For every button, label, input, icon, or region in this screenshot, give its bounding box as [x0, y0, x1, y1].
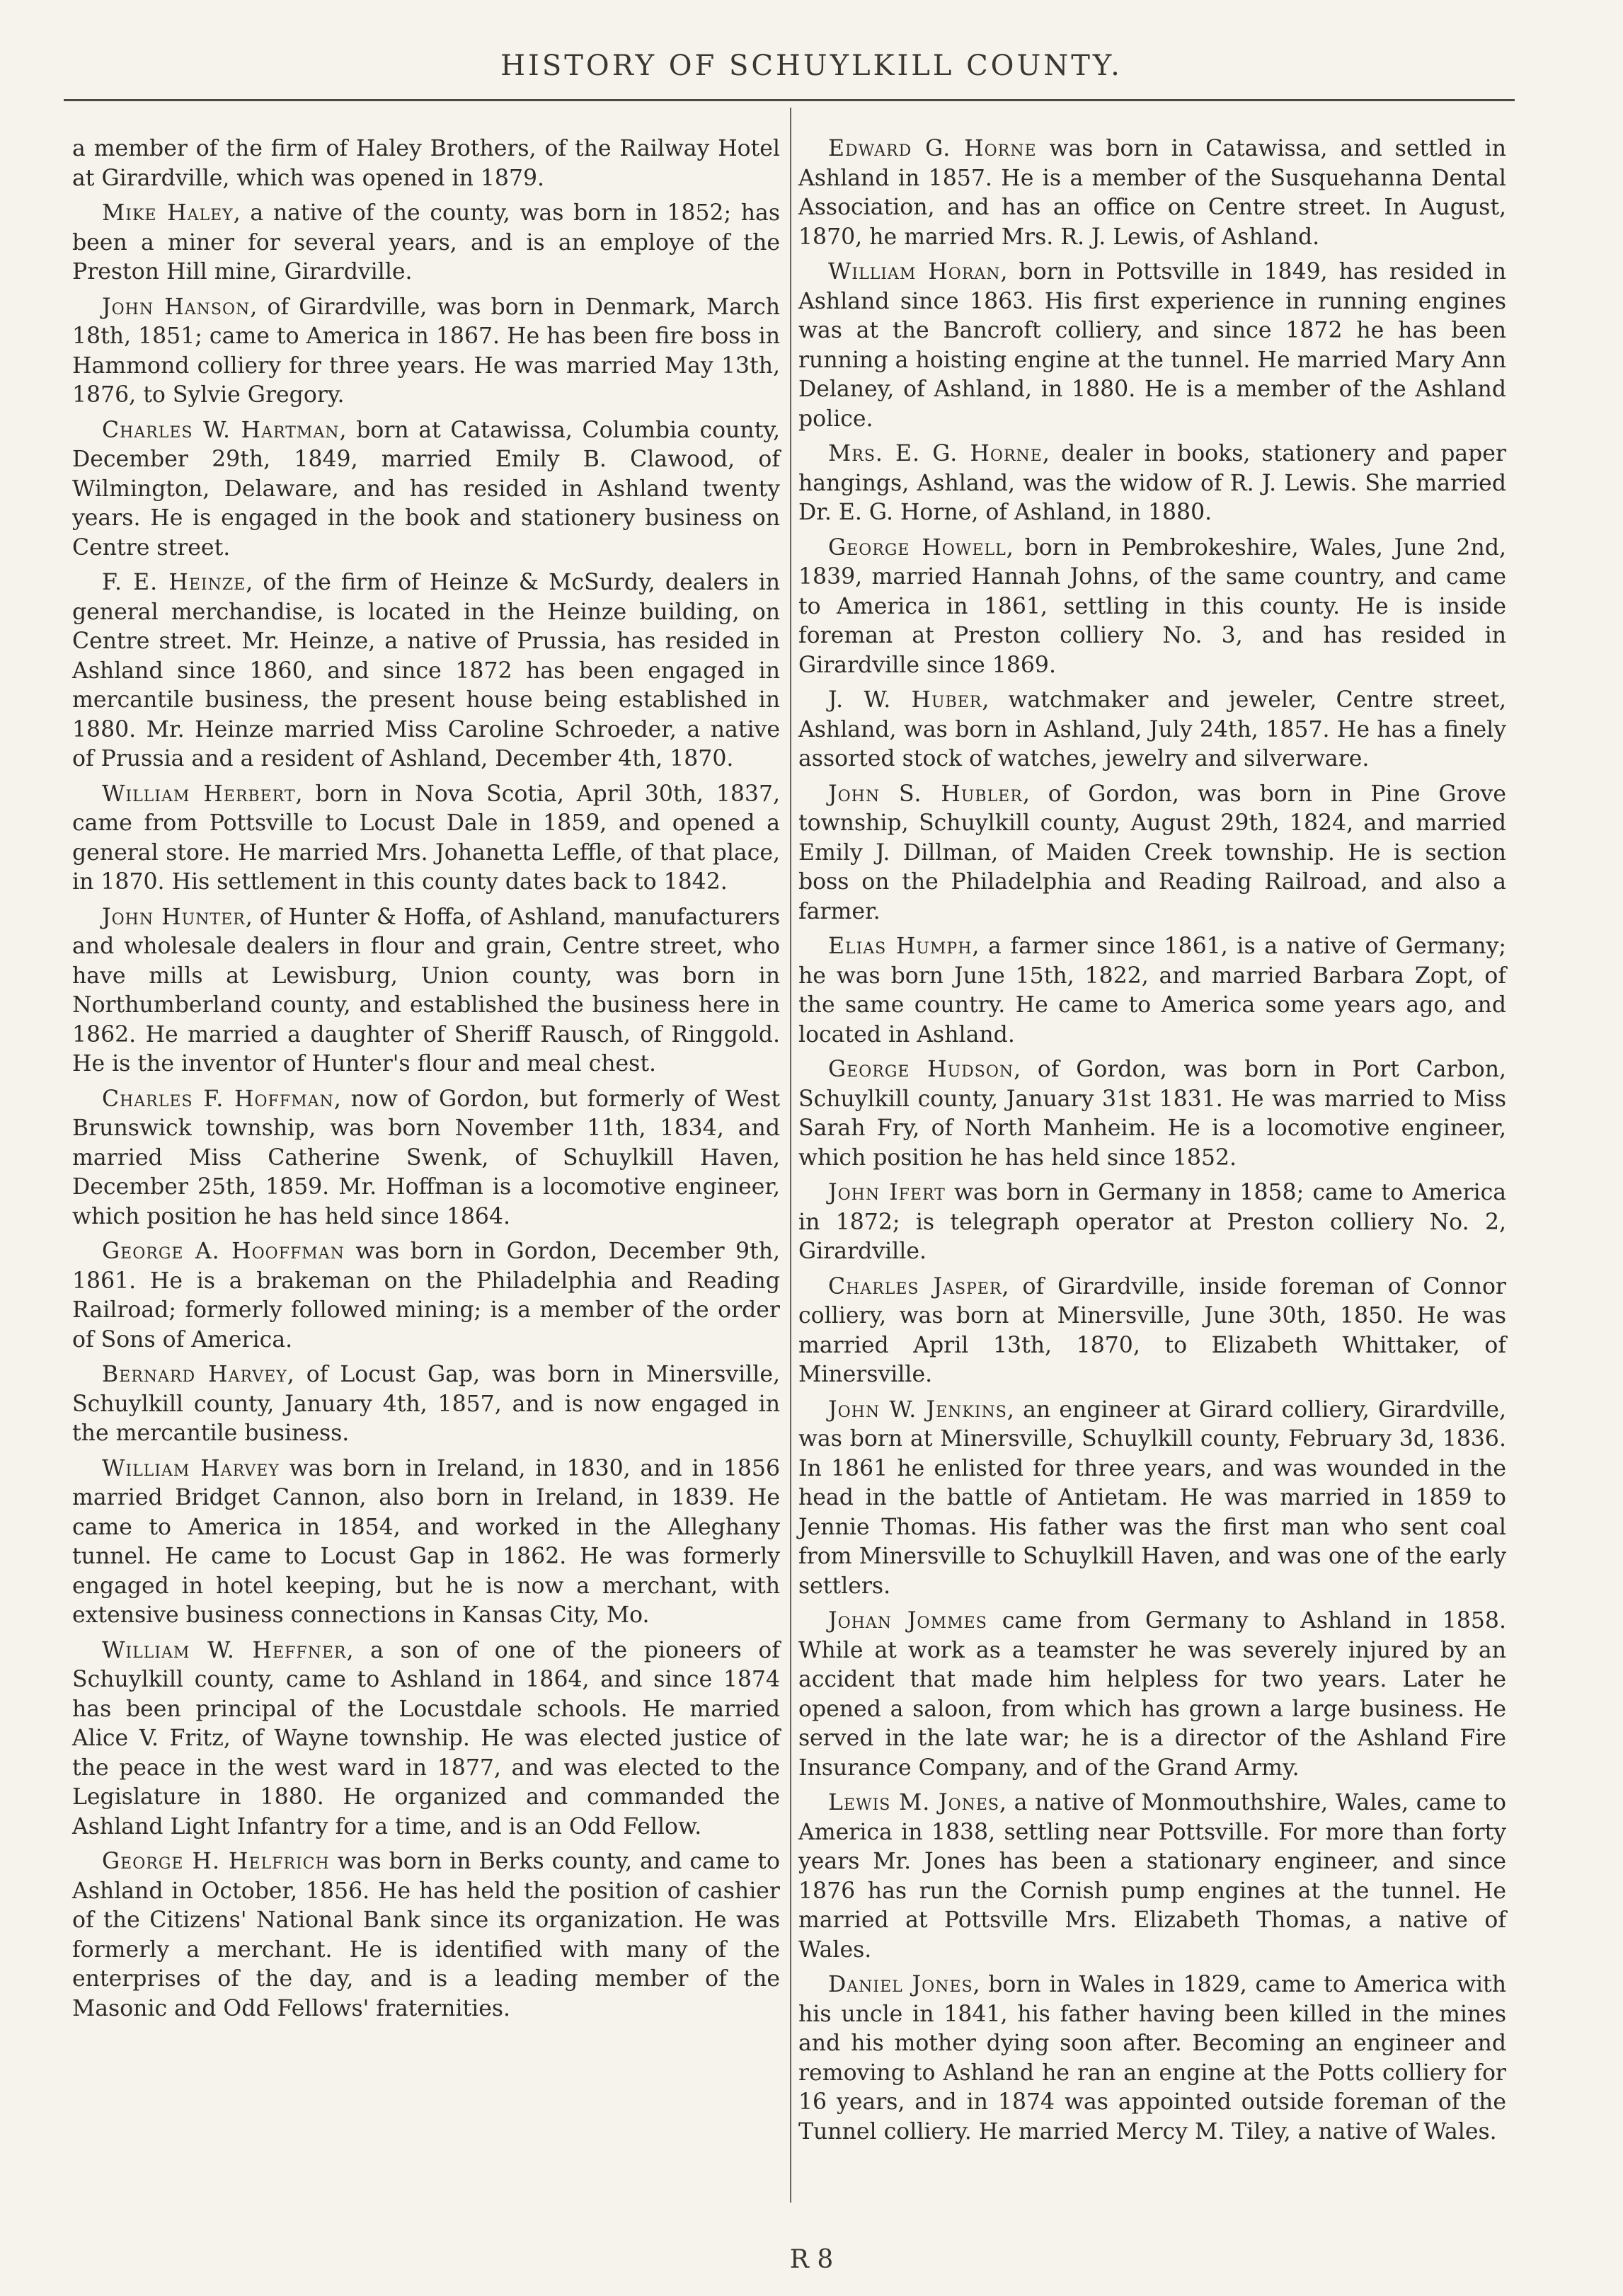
entry-text: , watchmaker and jeweler, Centre street, Ashland, was born in Ashland, July 24th, 1857. He has a finely assorted stock of watches, jewelry and silverware.	[798, 687, 1506, 771]
biography-entry	[72, 1360, 780, 1449]
entry-text: was born in Catawissa, and settled in Ashland in 1857. He is a member of the Susquehanna Dental Association, and has an office on Centre street. In August, 1870, he married Mrs. R. J. Lewis, of Ashland.	[798, 136, 1506, 250]
entry-text: , of Locust Gap, was born in Minersville, Schuylkill county, January 4th, 1857, and is now engaged in the mercantile business.	[72, 1362, 780, 1446]
entry-name: Lewis M. Jones	[828, 1790, 999, 1815]
entry-text: came from Germany to Ashland in 1858. While at work as a teamster he was severely injured by an accident that made him helpless for two years. Later he opened a saloon, from which has grown a large business. He served in the late war; he is a director of the Ashland Fire Insurance Company, and of the Grand Army.	[798, 1608, 1506, 1781]
entry-text: , born in Nova Scotia, April 30th, 1837, came from Pottsville to Locust Dale in 1859, and opened a general store. He married Mrs. Johanetta Leffle, of that place, in 1870. His settlement in this county dates back to 1842.	[72, 781, 781, 895]
biography-entry	[72, 1237, 780, 1355]
header-rule	[64, 99, 1515, 101]
entry-text: , an engineer at Girard colliery, Girardville, was born at Minersville, Schuylkill county, February 3d, 1836. In 1861 he enlisted for three years, and was wounded in the head in the battle of Antietam. He was married in 1859 to Jennie Thomas. His father was the first man who sent coal from Minersville to Schuylkill Haven, and was one of the early settlers.	[798, 1396, 1506, 1599]
entry-text: , dealer in books, stationery and paper hangings, Ashland, was the widow of R. J. Lewis. She married Dr. E. G. Horne, of Ashland, in 1880.	[798, 441, 1506, 525]
entry-text: , born in Wales in 1829, came to America with his uncle in 1841, his father having been killed in the mines and his mother dying soon after. Becoming an engineer and removing to Ashland he ran an engine at the Potts colliery for 16 years, and in 1874 was appointed outside foreman of the Tunnel colliery. He married Mercy M. Tiley, a native of Wales.	[798, 1972, 1506, 2145]
entry-name: Johan Jommes	[828, 1608, 987, 1634]
biography-entry	[798, 1970, 1506, 2147]
entry-name: Bernard Harvey	[102, 1362, 287, 1387]
entry-text: , born in Pembrokeshire, Wales, June 2nd, 1839, married Hannah Johns, of the same country, and came to America in 1861, settling in this county. He is inside foreman at Preston colliery No. 3, and has resided in Girardville since 1869.	[798, 534, 1506, 678]
entry-text: was born in Gordon, December 9th, 1861. He is a brakeman on the Philadelphia and Reading Railroad; formerly followed mining; is a member of the order of Sons of America.	[72, 1239, 780, 1353]
entry-text: was born in Berks county, and came to Ashland in October, 1856. He has held the position of cashier of the Citizens' National Bank since its organization. He was formerly a merchant. He is identified with many of the enterprises of the day, and is a leading member of the Masonic and Odd Fellows' fraternities.	[72, 1849, 780, 2021]
entry-text: , a farmer since 1861, is a native of Germany; he was born June 15th, 1822, and married Barbara Zopt, of the same country. He came to America some years ago, and located in Ashland.	[798, 934, 1506, 1047]
entry-text: , a son of one of the pioneers of Schuylkill county, came to Ashland in 1864, and since 1874 has been principal of the Locustdale schools. He married Alice V. Fritz, of Wayne township. He was elected justice of the peace in the west ward in 1877, and was elected to the Legislature in 1880. He organized and commanded the Ashland Light Infantry for a time, and is an Odd Fellow.	[72, 1637, 780, 1839]
entry-name: Mrs. E. G. Horne	[828, 441, 1043, 466]
biography-entry	[798, 686, 1506, 774]
biography-entry	[798, 932, 1506, 1050]
entry-name: George Howell	[828, 534, 1007, 561]
biography-entry	[72, 568, 780, 774]
biography-entry	[72, 903, 780, 1079]
entry-name: William Horan	[828, 259, 1001, 285]
biography-entry	[72, 416, 780, 563]
biography-entry	[72, 199, 780, 287]
biography-entry	[72, 1636, 780, 1842]
biography-entry	[798, 1396, 1506, 1602]
entry-text: was born in Ireland, in 1830, and in 1856 married Bridget Cannon, also born in Ireland, in 1839. He came to America in 1854, and worked in the Alleghany tunnel. He came to Locust Gap in 1862. He was formerly engaged in hotel keeping, but he is now a merchant, with extensive business connections in Kansas City, Mo.	[72, 1455, 781, 1628]
entry-name: Charles Jasper	[828, 1273, 1002, 1299]
biography-entry	[72, 293, 780, 411]
entry-text: , of Girardville, inside foreman of Connor colliery, was born at Minersville, June 30th, 1850. He was married April 13th, 1870, to Elizabeth Whittaker, of Minersville.	[798, 1273, 1506, 1387]
entry-name: William Herbert	[102, 781, 296, 807]
biography-entry	[798, 258, 1506, 434]
entry-name: John Hanson	[102, 294, 251, 320]
entry-name: John Ifert	[828, 1180, 946, 1205]
biography-entry	[798, 134, 1506, 252]
entry-text: , of the firm of Heinze & McSurdy, dealers in general merchandise, is located in the Heinze building, on Centre street. Mr. Heinze, a native of Prussia, has resided in Ashland since 1860, and since 1872 has been engaged in mercantile business, the present house being established in 1880. Mr. Heinze married Miss Caroline Schroeder, a native of Prussia and a resident of Ashland, December 4th, 1870.	[72, 570, 780, 771]
biography-entry	[798, 440, 1506, 528]
entry-name: George H. Helfrich	[102, 1849, 330, 1874]
entry-text: , born in Pottsville in 1849, has resided in Ashland since 1863. His first experience in running engines was at the Bancroft colliery, and since 1872 he has been running a hoisting engine at the tunnel. He married Mary Ann Delaney, of Ashland, in 1880. He is a member of the Ashland police.	[798, 259, 1506, 432]
left-column	[72, 134, 780, 2029]
biography-entry	[798, 1789, 1506, 1965]
biography-entry	[798, 780, 1506, 927]
biography-entry	[72, 134, 780, 193]
entry-text: , born at Catawissa, Columbia county, December 29th, 1849, married Emily B. Clawood, of Wilmington, Delaware, and has resided in Ashland twenty years. He is engaged in the book and stationery business on Centre street.	[72, 417, 780, 561]
page-title: HISTORY OF SCHUYLKILL COUNTY.	[500, 50, 1123, 82]
entry-text: , a native of Monmouthshire, Wales, came to America in 1838, settling near Pottsville. For more than forty years Mr. Jones has been a stationary engineer, and since 1876 has run the Cornish pump engines at the tunnel. He married at Pottsville Mrs. Elizabeth Thomas, a native of Wales.	[798, 1790, 1506, 1963]
entry-text: , of Girardville, was born in Denmark, March 18th, 1851; came to America in 1867. He has been fire boss in Hammond colliery for three years. He was married May 13th, 1876, to Sylvie Gregory.	[72, 294, 780, 408]
entry-name: Charles W. Hartman	[102, 417, 340, 443]
biography-entry	[798, 1273, 1506, 1390]
entry-name: Mike Haley	[102, 200, 234, 226]
entry-text: , of Gordon, was born in Port Carbon, Schuylkill county, January 31st 1831. He was married to Miss Sarah Fry, of North Manheim. He is a locomotive engineer, which position he has held since 1852.	[798, 1057, 1506, 1171]
biography-entry	[72, 1454, 780, 1631]
entry-name: John Hunter	[102, 904, 246, 930]
entry-text: , of Gordon, was born in Pine Grove township, Schuylkill county, August 29th, 1824, and married Emily J. Dillman, of Maiden Creek township. He is section boss on the Philadelphia and Reading Railroad, and also a farmer.	[798, 781, 1506, 924]
biography-entry	[72, 1847, 780, 2024]
entry-name: William W. Heffner	[102, 1637, 347, 1663]
biography-entry	[72, 780, 780, 897]
entry-name: F. E. Heinze	[102, 570, 246, 595]
right-column	[798, 134, 1506, 2152]
entry-name: Edward G. Horne	[828, 136, 1037, 161]
entry-name: William Harvey	[102, 1455, 280, 1481]
biography-entry	[798, 1055, 1506, 1173]
entry-name: Charles F. Hoffman	[102, 1086, 334, 1112]
entry-text: a member of the firm of Haley Brothers, of the Railway Hotel at Girardville, which was opened in 1879.	[72, 136, 780, 191]
entry-name: John W. Jenkins	[828, 1396, 1007, 1423]
biography-entry	[798, 534, 1506, 681]
signature-mark: R 8	[789, 2245, 834, 2274]
entry-text: , now of Gordon, but formerly of West Brunswick township, was born November 11th, 1834, and married Miss Catherine Swenk, of Schuylkill Haven, December 25th, 1859. Mr. Hoffman is a locomotive engineer, which position he has held since 1864.	[72, 1086, 781, 1229]
entry-name: John S. Hubler	[828, 781, 1023, 807]
entry-name: Daniel Jones	[828, 1972, 973, 1997]
column-divider	[790, 108, 791, 2203]
biography-entry	[798, 1178, 1506, 1267]
biography-entry	[798, 1607, 1506, 1783]
entry-name: George A. Hooffman	[102, 1239, 345, 1264]
biography-entry	[72, 1085, 780, 1232]
entry-text: , of Hunter & Hoffa, of Ashland, manufacturers and wholesale dealers in flour and grain, Centre street, who have mills at Lewisburg, Union county, was born in Northumberland county, and established the business here in 1862. He married a daughter of Sheriff Rausch, of Ringgold. He is the inventor of Hunter's flour and meal chest.	[72, 904, 781, 1077]
entry-name: George Hudson	[828, 1057, 1014, 1082]
entry-text: was born in Germany in 1858; came to America in 1872; is telegraph operator at Preston colliery No. 2, Girardville.	[798, 1180, 1507, 1264]
entry-text: , a native of the county, was born in 1852; has been a miner for several years, and is an employe of the Preston Hill mine, Girardville.	[72, 200, 780, 285]
entry-name: J. W. Huber	[828, 687, 982, 713]
entry-name: Elias Humph	[828, 934, 973, 959]
